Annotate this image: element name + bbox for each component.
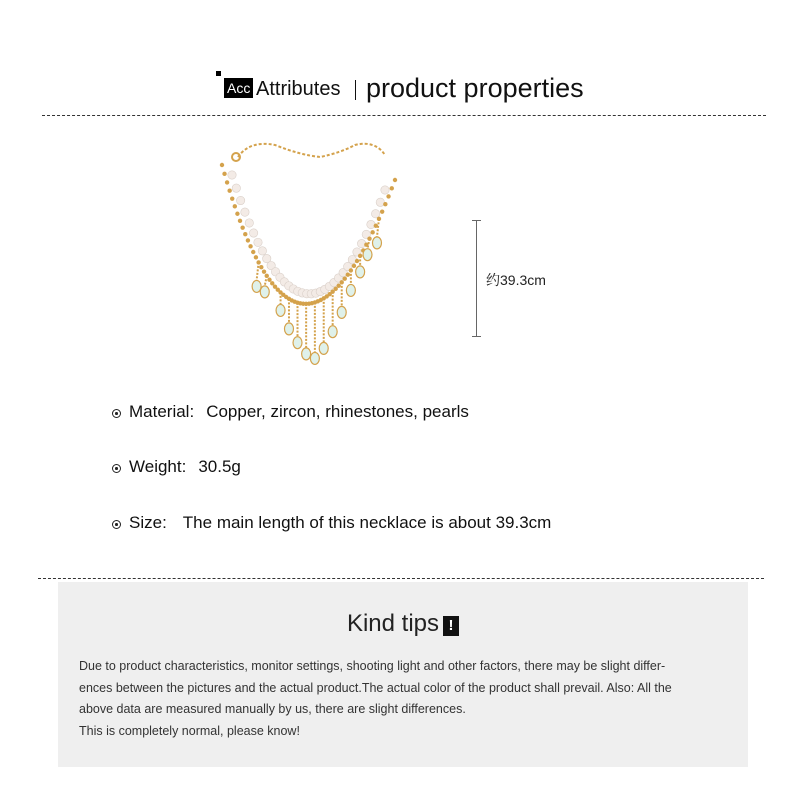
spec-label: Size: bbox=[129, 513, 167, 532]
tips-line: Due to product characteristics, monitor settings, shooting light and other factors, there may be slight differ- bbox=[79, 659, 666, 673]
radio-bullet-icon bbox=[112, 409, 121, 418]
spec-value: 30.5g bbox=[198, 457, 241, 476]
header-badge: Acc bbox=[224, 78, 253, 98]
spec-material bbox=[112, 399, 469, 422]
tips-line: This is completely normal, please know! bbox=[79, 723, 300, 738]
spec-size bbox=[112, 513, 551, 533]
spec-weight bbox=[112, 457, 241, 477]
measurement-cap-bottom bbox=[472, 336, 481, 337]
spec-value: Copper, zircon, rhinestones, pearls bbox=[206, 402, 469, 421]
header-attributes-label: Attributes bbox=[256, 78, 341, 100]
top-dashed-divider bbox=[42, 115, 766, 116]
header-divider bbox=[355, 80, 356, 100]
necklace-image bbox=[180, 135, 420, 395]
warning-icon: ! bbox=[443, 616, 459, 636]
kind-tips-title bbox=[58, 610, 748, 638]
measurement-label: 约39.3cm bbox=[486, 272, 546, 288]
spec-label: Weight: bbox=[129, 457, 187, 476]
measurement-line bbox=[476, 220, 477, 337]
kind-tips-panel bbox=[58, 582, 748, 767]
kind-tips-body bbox=[79, 656, 739, 742]
bottom-dashed-divider bbox=[38, 578, 764, 579]
header-square-icon bbox=[216, 71, 221, 76]
radio-bullet-icon bbox=[112, 464, 121, 473]
kind-tips-title-text: Kind tips bbox=[346, 610, 440, 637]
spec-value: The main length of this necklace is about 39.3cm bbox=[182, 513, 552, 532]
spec-label: Material: bbox=[129, 402, 195, 421]
tips-line: ences between the pictures and the actual product.The actual color of the product shall prevail. Also: All the bbox=[79, 680, 672, 695]
tips-line: above data are measured manually by us, there are slight differences. bbox=[79, 702, 466, 716]
page-title: product properties bbox=[366, 73, 584, 103]
radio-bullet-icon bbox=[112, 520, 121, 529]
measurement-cap-top bbox=[472, 220, 481, 221]
